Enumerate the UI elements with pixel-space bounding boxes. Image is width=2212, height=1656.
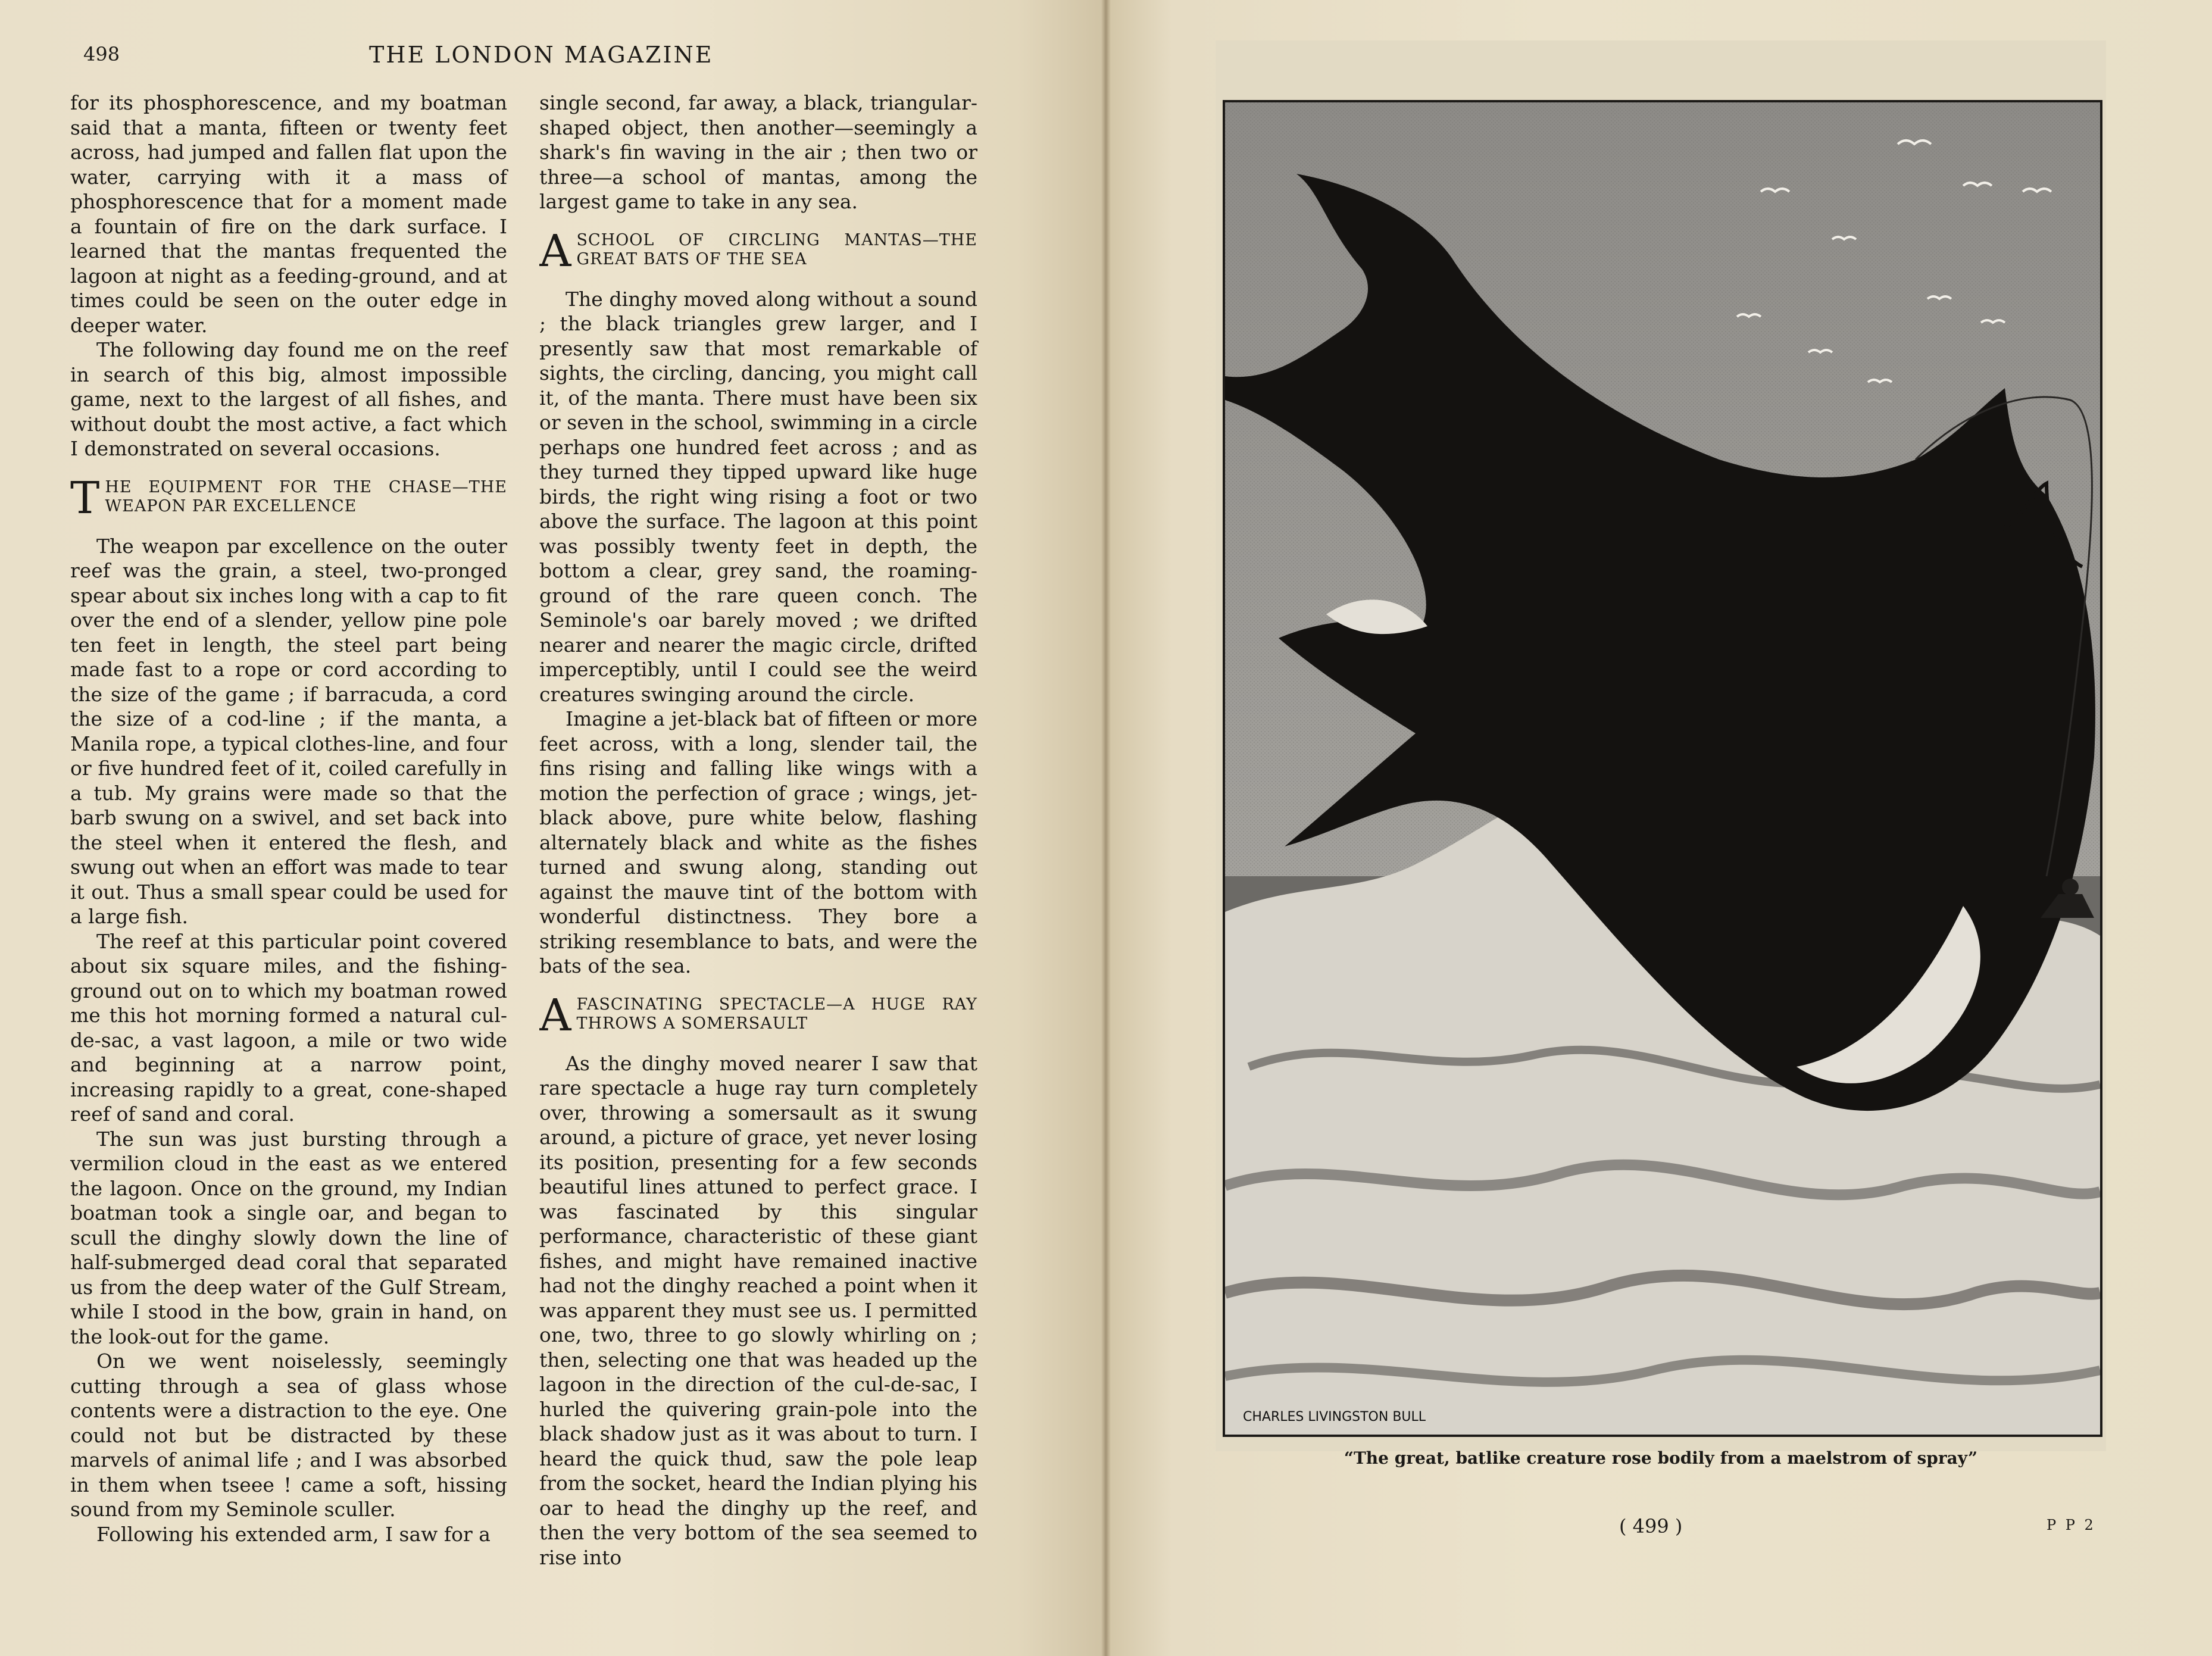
section-subhead bbox=[539, 231, 977, 269]
paragraph: The dinghy moved along without a sound ; the black triangles grew larger, and I presently saw that most remarkable of sights, the circling, dancing, you might call it, of the manta. There must have been six or seven in the school, swimming in a circle perhaps one hundred feet across ; and as they turned they tipped upward like huge birds, the right wing rising a foot or two above the surface. The lagoon at this point was possibly twenty feet in depth, the bottom a clear, grey sand, the roaming-ground of the rare queen conch. The Seminole's oar barely moved ; we drifted nearer and nearer the magic circle, drifted imperceptibly, until I could see the weird creatures swinging around the circle. bbox=[539, 287, 977, 706]
text-column-left bbox=[70, 90, 507, 1546]
printer-signature-mark: P P 2 bbox=[2047, 1517, 2096, 1533]
subhead-text: SCHOOL OF CIRCLING MANTAS—THE GREAT BATS OF THE SEA bbox=[576, 230, 977, 268]
paragraph: The sun was just bursting through a vermilion cloud in the east as we entered the lagoon. Once on the ground, my Indian boatman took a single oar, and began to scull the dinghy slowly down the line of half-submerged dead coral that separated us from the deep water of the Gulf Stream, while I stood in the bow, grain in hand, on the look-out for the game. bbox=[70, 1127, 507, 1348]
manta-ray-illustration bbox=[1223, 100, 2102, 1437]
section-subhead bbox=[70, 478, 507, 516]
paragraph: single second, far away, a black, triangular-shaped object, then another—seemingly a shark's fin waving in the air ; then two or three—a school of mantas, among the largest game to take in any sea. bbox=[539, 91, 977, 213]
paragraph: Following his extended arm, I saw for a bbox=[96, 1522, 490, 1546]
paragraph: The weapon par excellence on the outer reef was the grain, a steel, two-pronged spear about six inches long with a cap to fit over the end of a slender, yellow pine pole ten feet in length, the steel part being made fast to a rope or cord according to the size of the game ; if barracuda, a cord the size of a cod-line ; if the manta, a Manila rope, a typical clothes-line, and four or five hundred feet of it, coiled carefully in a tub. My grains were made so that the barb swung on a swivel, and set back into the steel when it entered the flesh, and swung out when an effort was made to tear it out. Thus a small spear could be used for a large fish. bbox=[70, 534, 507, 928]
drop-cap: A bbox=[539, 995, 572, 1033]
text-column-right bbox=[539, 90, 977, 1570]
paragraph: for its phosphorescence, and my boatman said that a manta, fifteen or twenty feet across, had jumped and fallen flat upon the water, carrying with it a mass of phosphorescence that for a moment made a fountain of fire on the dark surface. I learned that the mantas frequented the lagoon at night as a feeding-ground, and at times could be seen on the outer edge in deeper water. bbox=[70, 91, 507, 337]
illustration-plate-mount bbox=[1216, 40, 2106, 1451]
paragraph: As the dinghy moved nearer I saw that rare spectacle a huge ray turn completely over, throwing a somersault as it swung around, a picture of grace, yet never losing its position, presenting for a few seconds beautiful lines attuned to perfect grace. I was fascinated by this singular performance, characteristic of these giant fishes, and might have remained inactive had not the dinghy reached a point when it was apparent they must see us. I permitted one, two, three to go slowly whirling on ; then, selecting one that was headed up the lagoon in the direction of the cul-de-sac, I hurled the quivering grain-pole into the black shadow just as it was about to turn. I heard the quick thud, saw the pole leap from the socket, heard the Indian plying his oar to head the dinghy up the reef, and then the very bottom of the sea seemed to rise into bbox=[539, 1051, 977, 1569]
illustration-svg bbox=[1225, 102, 2100, 1435]
illustration-caption: “The great, batlike creature rose bodily from a maelstrom of spray” bbox=[1344, 1448, 1978, 1468]
paragraph: The following day found me on the reef in search of this big, almost impossible game, next to the largest of all fishes, and without doubt the most active, a fact which I demonstrated on several occasions. bbox=[70, 338, 507, 460]
drop-cap: A bbox=[539, 230, 572, 269]
artist-signature: CHARLES LIVINGSTON BULL bbox=[1243, 1410, 1426, 1424]
subhead-text: HE EQUIPMENT FOR THE CHASE—THE WEAPON PAR EXCELLENCE bbox=[105, 477, 507, 515]
drop-cap: T bbox=[70, 477, 101, 516]
paragraph: The reef at this particular point covered about six square miles, and the fishing-ground out on to which my boatman rowed me this hot morning formed a natural cul-de-sac, a vast lagoon, a mile or two wide and beginning at a narrow point, increasing rapidly to a great, cone-shaped reef of sand and coral. bbox=[70, 929, 507, 1126]
paragraph: Imagine a jet-black bat of fifteen or more feet across, with a long, slender tail, the fins rising and falling like wings with a motion the perfection of grace ; wings, jet-black above, pure white below, flashing alternately black and white as the fishes turned and swung along, standing out against the mauve tint of the bottom with wonderful distinctness. They bore a striking resemblance to bats, and were the bats of the sea. bbox=[539, 707, 977, 977]
paragraph: On we went noiselessly, seemingly cutting through a sea of glass whose contents were a distraction to the eye. One could not but be distracted by these marvels of animal life ; and I was absorbed in them when tseee ! came a soft, hissing sound from my Seminole sculler. bbox=[70, 1349, 507, 1521]
subhead-text: FASCINATING SPECTACLE—A HUGE RAY THROWS A SOMERSAULT bbox=[576, 995, 977, 1033]
book-gutter bbox=[1101, 0, 1111, 1656]
boatman-head bbox=[2062, 879, 2079, 895]
page-number-left: 498 bbox=[83, 43, 120, 65]
magazine-title: THE LONDON MAGAZINE bbox=[369, 42, 714, 68]
section-subhead bbox=[539, 995, 977, 1033]
running-head bbox=[83, 42, 976, 71]
page-folio: ( 499 ) bbox=[1619, 1515, 1683, 1538]
